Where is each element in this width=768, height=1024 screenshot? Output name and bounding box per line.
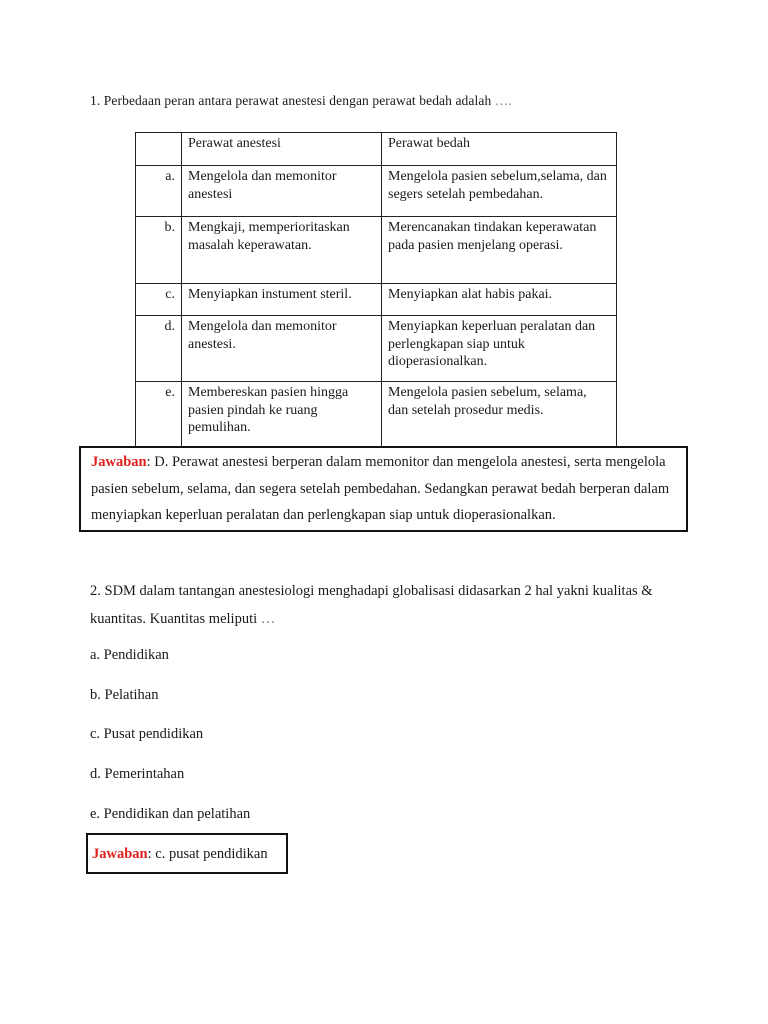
- option-c: c. Pusat pendidikan: [90, 726, 204, 742]
- anestesi-cell: Membereskan pasien hingga pasien pindah ke ruang pemulihan.: [182, 382, 382, 451]
- option-letter: e.: [136, 382, 182, 451]
- option-letter: a.: [136, 166, 182, 217]
- answer-label: Jawaban: [92, 846, 148, 862]
- question-1-dots: ….: [494, 93, 512, 108]
- bedah-cell: Mengelola pasien sebelum, selama, dan setelah prosedur medis.: [382, 382, 617, 451]
- bedah-cell: Menyiapkan keperluan peralatan dan perlengkapan siap untuk dioperasionalkan.: [382, 316, 617, 382]
- table-row: [136, 284, 617, 316]
- option-letter: d.: [136, 316, 182, 382]
- table-row: [136, 382, 617, 451]
- question-1-answer-box: [79, 446, 688, 532]
- table-header-row: [136, 133, 617, 166]
- question-1-text: [90, 93, 512, 109]
- anestesi-cell: Mengelola dan memonitor anestesi.: [182, 316, 382, 382]
- question-2-stem: 2. SDM dalam tantangan anestesiologi menghadapi globalisasi didasarkan 2 hal yakni kualitas & kuantitas. Kuantitas meliputi: [90, 583, 653, 627]
- bedah-cell: Mengelola pasien sebelum,selama, dan segers setelah pembedahan.: [382, 166, 617, 217]
- question-2-text: [90, 578, 690, 633]
- question-2-answer-box: [86, 833, 288, 874]
- header-cell-empty: [136, 133, 182, 166]
- option-d: d. Pemerintahan: [90, 766, 185, 782]
- anestesi-cell: Mengkaji, memperioritaskan masalah keperawatan.: [182, 217, 382, 284]
- table-row: [136, 166, 617, 217]
- header-cell-anestesi: Perawat anestesi: [182, 133, 382, 166]
- question-1-stem: 1. Perbedaan peran antara perawat anestesi dengan perawat bedah adalah: [90, 93, 492, 108]
- answer-text: : D. Perawat anestesi berperan dalam memonitor dan mengelola anestesi, serta mengelola pasien sebelum, selama, dan segera setelah pembedahan. Sedangkan perawat bedah berperan dalam menyiapkan keperluan peralatan dan perlengkapan siap untuk dioperasionalkan.: [91, 454, 670, 523]
- option-e: e. Pendidikan dan pelatihan: [90, 806, 251, 822]
- option-a: a. Pendidikan: [90, 647, 169, 663]
- answer-text: : c. pusat pendidikan: [147, 846, 268, 862]
- table-row: [136, 217, 617, 284]
- answer-label: Jawaban: [91, 454, 147, 470]
- question-1-options-table: [135, 132, 617, 451]
- table-row: [136, 316, 617, 382]
- question-2-dots: …: [260, 610, 276, 627]
- option-b: b. Pelatihan: [90, 687, 159, 703]
- option-letter: c.: [136, 284, 182, 316]
- anestesi-cell: Menyiapkan instument steril.: [182, 284, 382, 316]
- bedah-cell: Menyiapkan alat habis pakai.: [382, 284, 617, 316]
- option-letter: b.: [136, 217, 182, 284]
- bedah-cell: Merencanakan tindakan keperawatan pada pasien menjelang operasi.: [382, 217, 617, 284]
- anestesi-cell: Mengelola dan memonitor anestesi: [182, 166, 382, 217]
- header-cell-bedah: Perawat bedah: [382, 133, 617, 166]
